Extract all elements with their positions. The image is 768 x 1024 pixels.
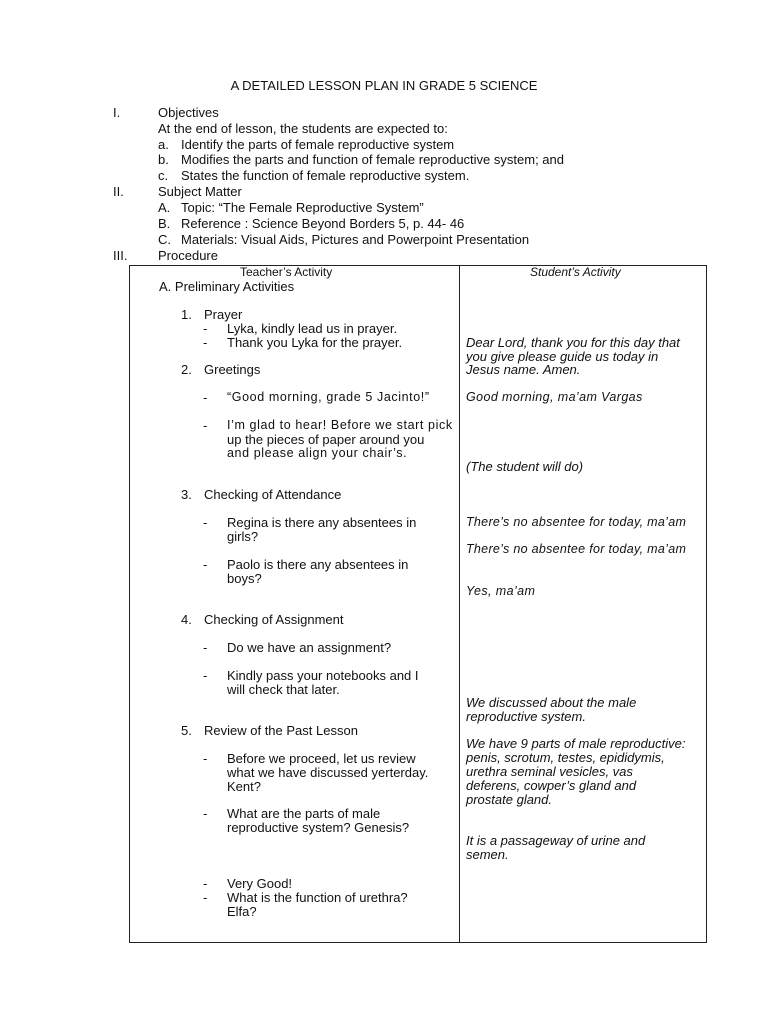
objectives-intro: At the end of lesson, the students are expected to: — [158, 121, 448, 136]
subject-item-topic: Topic: “The Female Reproductive System” — [181, 200, 424, 215]
attendance-label: Checking of Attendance — [204, 487, 342, 502]
prayer-label: Prayer — [204, 307, 243, 322]
student-response: urethra seminal vesicles, vas — [466, 764, 633, 779]
teacher-line: “Good morning, grade 5 Jacinto!” — [227, 390, 430, 404]
teacher-line: Lyka, kindly lead us in prayer. — [227, 321, 398, 336]
bullet-dash: - — [203, 557, 208, 572]
student-response: We discussed about the male — [466, 695, 637, 710]
student-response: reproductive system. — [466, 709, 586, 724]
item-number: 3. — [181, 487, 192, 502]
bullet-dash: - — [203, 876, 208, 891]
subject-heading: Subject Matter — [158, 184, 242, 199]
teacher-line: up the pieces of paper around you — [227, 432, 425, 447]
teacher-line: Kent? — [227, 779, 261, 794]
student-response: Jesus name. Amen. — [466, 362, 581, 377]
item-number: 4. — [181, 612, 192, 627]
teacher-line: will check that later. — [227, 682, 340, 697]
objective-item: Modifies the parts and function of female reproductive system; and — [181, 152, 564, 167]
student-response: deferens, cowper’s gland and — [466, 778, 637, 793]
student-response: (The student will do) — [466, 459, 584, 474]
greetings-label: Greetings — [204, 362, 261, 377]
objective-letter: c. — [158, 168, 169, 183]
bullet-dash: - — [203, 640, 208, 655]
objective-item: Identify the parts of female reproductive system — [181, 137, 455, 152]
student-response: prostate gland. — [466, 792, 553, 807]
bullet-dash: - — [203, 515, 208, 530]
student-response: Good morning, ma’am Vargas — [466, 390, 643, 404]
teacher-line: girls? — [227, 529, 259, 544]
subject-item-materials: Materials: Visual Aids, Pictures and Powerpoint Presentation — [181, 232, 530, 247]
preliminary-activities-heading: A. Preliminary Activities — [159, 279, 295, 294]
bullet-dash: - — [203, 418, 208, 433]
item-number: 2. — [181, 362, 192, 377]
teacher-line: reproductive system? Genesis? — [227, 820, 410, 835]
teacher-line: what we have discussed yerterday. — [227, 765, 429, 780]
teacher-line: and please align your chair’s. — [227, 446, 408, 460]
procedure-heading: Procedure — [158, 248, 218, 263]
student-response: penis, scrotum, testes, epididymis, — [466, 750, 665, 765]
teacher-line: boys? — [227, 571, 262, 586]
student-response: It is a passageway of urine and — [466, 833, 646, 848]
student-response: We have 9 parts of male reproductive: — [466, 736, 686, 751]
teacher-line: What are the parts of male — [227, 806, 381, 821]
bullet-dash: - — [203, 806, 208, 821]
objective-letter: a. — [158, 137, 169, 152]
table-column-divider — [459, 265, 460, 943]
teacher-line: Elfa? — [227, 904, 257, 919]
subject-letter: C. — [158, 232, 171, 247]
bullet-dash: - — [203, 390, 208, 405]
objectives-heading: Objectives — [158, 105, 219, 120]
student-response: semen. — [466, 847, 509, 862]
teacher-line: Do we have an assignment? — [227, 640, 392, 655]
bullet-dash: - — [203, 668, 208, 683]
teacher-line: Very Good! — [227, 876, 293, 891]
section-numeral-objectives: I. — [113, 105, 121, 120]
teacher-line: Thank you Lyka for the prayer. — [227, 335, 403, 350]
teacher-column-header: Teacher’s Activity — [240, 265, 333, 279]
bullet-dash: - — [203, 890, 208, 905]
objective-letter: b. — [158, 152, 169, 167]
teacher-line: I’m glad to hear! Before we start pick — [227, 418, 453, 432]
teacher-line: What is the function of urethra? — [227, 890, 408, 905]
document-title: A DETAILED LESSON PLAN IN GRADE 5 SCIENCE — [230, 78, 538, 93]
student-response: you give please guide us today in — [466, 349, 659, 364]
student-column-header: Student’s Activity — [530, 265, 621, 279]
student-response: There’s no absentee for today, ma’am — [466, 542, 687, 556]
teacher-line: Regina is there any absentees in — [227, 515, 417, 530]
item-number: 5. — [181, 723, 192, 738]
student-response: There’s no absentee for today, ma’am — [466, 515, 687, 529]
section-numeral-procedure: III. — [113, 248, 128, 263]
teacher-line: Before we proceed, let us review — [227, 751, 416, 766]
student-response: Dear Lord, thank you for this day that — [466, 335, 680, 350]
section-numeral-subject: II. — [113, 184, 124, 199]
bullet-dash: - — [203, 321, 208, 336]
objective-item: States the function of female reproductive system. — [181, 168, 470, 183]
subject-letter: B. — [158, 216, 171, 231]
review-label: Review of the Past Lesson — [204, 723, 358, 738]
teacher-line: Paolo is there any absentees in — [227, 557, 409, 572]
subject-letter: A. — [158, 200, 171, 215]
bullet-dash: - — [203, 751, 208, 766]
assignment-label: Checking of Assignment — [204, 612, 344, 627]
student-response: Yes, ma’am — [466, 584, 536, 598]
bullet-dash: - — [203, 335, 208, 350]
item-number: 1. — [181, 307, 192, 322]
teacher-line: Kindly pass your notebooks and I — [227, 668, 419, 683]
subject-item-reference: Reference : Science Beyond Borders 5, p. 44- 46 — [181, 216, 465, 231]
